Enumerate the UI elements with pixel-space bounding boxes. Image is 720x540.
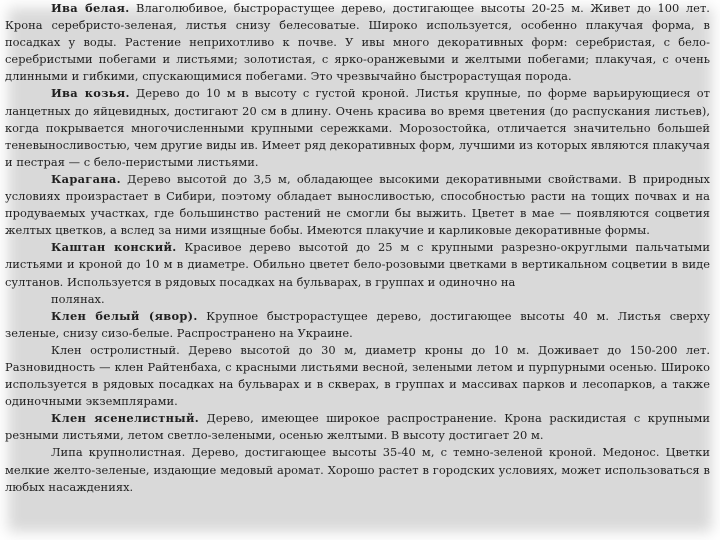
document-body (5, 0, 710, 496)
paragraph-text: Клен остролистный. Дерево высотой до 30 м, диаметр кроны до 10 м. Доживает до 150-200 лет. Разновидность — клен Райтенбаха, с красными листьями весной, зелеными летом и пурпурными осенью. Широко используется в рядовых посадках на бульварах и в скверах, в группах и массивах парков и лесопарков, а также одиночными экземплярами. (5, 342, 710, 409)
paragraph-text: Красивое дерево высотой до 25 м с крупными разрезно-округлыми пальчатыми листьями и кроной до 10 м в диаметре. Обильно цветет бело-розовыми цветками в вертикальном соцветии в виде султанов. Используется в рядовых посадках на бульварах, в группах и одиночно на (5, 240, 710, 289)
paragraph-text: Дерево, имеющее широкое распространение. Крона раскидистая с крупными резными листьями, летом светло-зелеными, осенью желтыми. В высоту достигает 20 м. (5, 411, 710, 443)
term-klen-yasenelistnyi: Клен ясенелистный. (51, 411, 199, 426)
term-karagana: Карагана. (51, 171, 121, 186)
paragraph-klen-ostrolistnyi (5, 342, 710, 410)
paragraph-text: Липа крупнолистная. Дерево, достигающее высоты 35-40 м, с темно-зеленой кроной. Медонос. Цветки мелкие желто-зеленые, издающие медовый аромат. Хорошо растет в городских условиях, может использоваться в любых насаждениях. (5, 445, 710, 494)
term-kashtan: Каштан конский. (51, 240, 177, 255)
paragraph-iva-kozya (5, 85, 710, 170)
paragraph-iva-belaya (5, 0, 710, 85)
paragraph-kashtan-continued (5, 291, 710, 308)
paragraph-text: Крупное быстрорастущее дерево, достигающее высоты 40 м. Листья сверху зеленые, снизу сизо-белые. Распространено на Украине. (5, 308, 711, 340)
paragraph-text: Влаголюбивое, быстрорастущее дерево, достигающее высоты 20-25 м. Живет до 100 лет. Крона серебристо-зеленая, листья снизу белесоватые. Широко используется, особенно плакучая форма, в посадках у воды. Растение неприхотливо к почве. У ивы много декоративных форм: серебристая, с бело-серебристыми побегами и листьями; золотистая, с ярко-оранжевыми и желтыми побегами; плакучая, с очень длинными и гибкими, спускающимися побегами. Это чрезвычайно быстрорастущая порода. (5, 1, 710, 84)
term-iva-belaya: Ива белая. (51, 1, 130, 15)
term-klen-belyi: Клен белый (явор). (51, 308, 198, 323)
paragraph-text: Дерево до 10 м в высоту с густой кроной. Листья крупные, по форме варьирующиеся от ланцетных до яйцевидных, достигают 20 см в длину. Очень красива во время цветения (до распускания листьев), когда покрывается многочисленными крупными сережками. Морозостойка, отличается значительно большей теневыносливостью, чем другие виды ив. Имеет ряд декоративных форм, лучшими из которых являются плакучая и пестрая — с бело-перистыми листьями. (5, 86, 710, 169)
paragraph-kashtan (5, 239, 710, 290)
paragraph-lipa (5, 444, 710, 495)
paragraph-text: полянах. (51, 291, 105, 306)
paragraph-klen-yasenelistnyi (5, 410, 710, 444)
paragraph-text: Дерево высотой до 3,5 м, обладающее высокими декоративными свойствами. В природных условиях произрастает в Сибири, поэтому обладает выносливостью, способностью расти на тощих почвах и на продуваемых участках, где большинство растений не смогли бы выжить. Цветет в мае — появляются соцветия желтых цветков, а вслед за ними изящные бобы. Имеются плакучие и карликовые декоративные формы. (5, 171, 710, 238)
paragraph-klen-belyi (5, 308, 710, 342)
term-iva-kozya: Ива козья. (51, 86, 130, 101)
paragraph-karagana (5, 171, 710, 239)
